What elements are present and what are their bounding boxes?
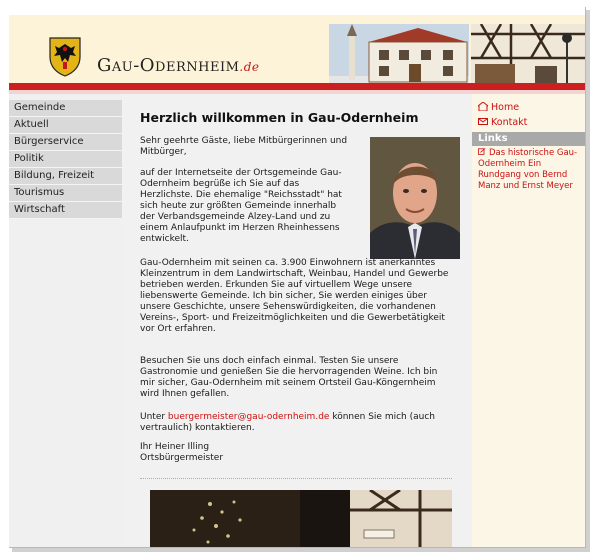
contact-text-before: Unter — [140, 412, 168, 422]
home-icon — [478, 102, 488, 111]
nav-item-politik[interactable]: Politik — [9, 151, 122, 168]
signature-role: Ortsbürgermeister — [140, 453, 224, 463]
nav-item-gemeinde[interactable]: Gemeinde — [9, 100, 122, 117]
signature-name: Ihr Heiner Illing — [140, 442, 210, 452]
nav-item-aktuell[interactable]: Aktuell — [9, 117, 122, 134]
links-header: Links — [472, 132, 585, 146]
header-photo-townhall — [471, 24, 585, 92]
nav-item-bildung-freizeit[interactable]: Bildung, Freizeit — [9, 168, 122, 185]
historic-tour-link[interactable] — [478, 148, 582, 192]
kontakt-link-label: Kontakt — [491, 117, 528, 128]
page-shadow-right — [586, 10, 590, 550]
visit-paragraph: Besuchen Sie uns doch einfach einmal. Testen Sie unsere Gastronomie und genießen Sie die hervorragenden Weine. Ich bin mir sicher, Gau-Odernheim mit seinem Ortsteil Gau-Köngernheim wird Ihnen gefallen. — [140, 356, 438, 399]
mail-icon — [478, 117, 488, 126]
nav-item-buergerservice[interactable]: Bürgerservice — [9, 134, 122, 151]
historic-tour-link-label: Das historische Gau-Odernheim Ein Rundgang von Bernd Manz und Ernst Meyer — [478, 148, 578, 191]
nav-item-wirtschaft[interactable]: Wirtschaft — [9, 202, 122, 219]
main-content — [122, 94, 472, 548]
site-tld: .de — [239, 60, 260, 74]
page-title: Herzlich willkommen in Gau-Odernheim — [140, 110, 419, 125]
mayor-portrait — [370, 137, 460, 259]
site-header — [9, 15, 585, 85]
community-paragraph: Gau-Odernheim mit seinen ca. 3.900 Einwohnern ist anerkanntes Kleinzentrum in dem Landwirtschaft, Weinbau, Handel und Gewerbe betrieben werden. Erkunden Sie auf virtuellem Wege unsere liebenswerte Gemeinde. Ich bin sicher, Sie werden einiges über unsere Geschichte, unsere Sehenswürdigkeiten, die vorhandenen Vereins-, Sport- und Freizeitmöglichkeiten und die Gewerbetätigkeit vor Ort erfahren. — [140, 258, 449, 334]
mayor-email-link[interactable]: buergermeister@gau-odernheim.de — [167, 412, 330, 422]
left-navigation — [9, 94, 122, 548]
signature — [140, 442, 452, 464]
greeting-paragraph: Sehr geehrte Gäste, liebe Mitbürgerinnen und Mitbürger, — [140, 136, 348, 157]
external-link-icon — [478, 148, 486, 156]
right-sidebar — [472, 94, 585, 548]
page-shadow-bottom — [12, 548, 590, 552]
page-frame — [9, 7, 586, 548]
site-title[interactable] — [97, 55, 260, 76]
content-divider — [140, 478, 452, 479]
home-link-label: Home — [491, 102, 520, 113]
site-name: Gau-Odernheim — [97, 55, 240, 76]
header-red-bar — [9, 83, 585, 90]
kontakt-link[interactable] — [478, 117, 527, 128]
header-photo-church — [329, 24, 469, 92]
home-link[interactable] — [478, 102, 519, 113]
contact-text-after: können Sie mich (auch vertraulich) kontaktieren. — [140, 412, 435, 433]
town-night-photo — [150, 490, 452, 548]
contact-paragraph — [140, 412, 452, 434]
coat-of-arms-logo[interactable] — [47, 35, 83, 77]
nav-item-tourismus[interactable]: Tourismus — [9, 185, 122, 202]
intro-paragraph: auf der Internetseite der Ortsgemeinde Gau-Odernheim begrüße ich Sie auf das Herzlichste. Die ehemalige "Reichsstadt" hat sich heute zur größten Gemeinde innerhalb der Verbandsgemeinde Alzey-Land und zu einem Anlaufpunkt im Herzen Rheinhessens entwickelt. — [140, 168, 342, 244]
